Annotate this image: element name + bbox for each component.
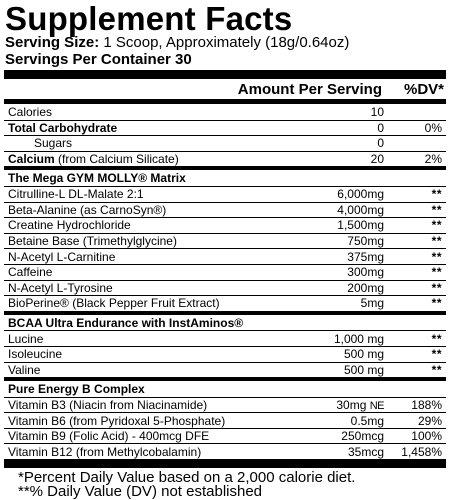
ingredient-amount: 6,000mg xyxy=(337,187,384,202)
ingredient-amount-value: 30mg xyxy=(336,397,367,412)
ingredient-row xyxy=(4,428,446,444)
ingredient-name: Citrulline-L DL-Malate 2:1 xyxy=(8,187,144,202)
ingredient-dv: ** xyxy=(431,347,442,362)
serving-size xyxy=(5,34,446,51)
ingredient-amount: 250mcg xyxy=(341,429,384,444)
energy-title: Pure Energy B Complex xyxy=(8,381,145,396)
nutrient-row xyxy=(4,120,446,136)
nutrient-amount: 0 xyxy=(377,120,384,135)
nutrient-name xyxy=(4,152,278,166)
ingredient-amount: 300mg xyxy=(347,265,384,280)
nutrient-dv: 2% xyxy=(424,152,442,167)
panel-title: Supplement Facts xyxy=(5,0,293,37)
footnotes xyxy=(4,471,446,499)
ingredient-amount: 200mg xyxy=(347,280,384,295)
ingredient-dv: 100% xyxy=(411,429,442,444)
ingredient-name: N-Acetyl L-Carnitine xyxy=(8,249,116,264)
ingredient-name: Vitamin B6 (from Pyridoxal 5-Phosphate) xyxy=(8,413,226,428)
nutrient-amount: 10 xyxy=(370,104,384,119)
ingredient-name: Valine xyxy=(8,362,41,377)
ingredient-dv: ** xyxy=(431,331,442,346)
divider-thick xyxy=(4,459,446,468)
ingredient-row xyxy=(4,362,446,378)
serving-size-value: 1 Scoop, Approximately (18g/0.64oz) xyxy=(103,34,350,51)
ingredient-amount xyxy=(278,398,388,412)
ingredient-row xyxy=(4,186,446,202)
ingredient-amount: 375mg xyxy=(347,249,384,264)
ingredient-dv: ** xyxy=(431,296,442,311)
servings-per-container: Servings Per Container 30 xyxy=(5,51,192,68)
ingredient-name: N-Acetyl L-Tyrosine xyxy=(8,280,113,295)
ingredient-name: Lucine xyxy=(8,331,44,346)
ingredient-name: Betaine Base (Trimethylglycine) xyxy=(8,234,177,249)
ingredient-amount: 500 mg xyxy=(343,347,384,362)
ingredient-row xyxy=(4,264,446,280)
nutrient-dv: 0% xyxy=(424,120,442,135)
nutrient-amount: 0 xyxy=(377,136,384,151)
ingredient-amount: 5mg xyxy=(360,296,384,311)
section-title xyxy=(4,170,446,186)
section-title xyxy=(4,381,446,397)
nutrient-name: Total Carbohydrate xyxy=(8,120,118,135)
footnote-dv: *Percent Daily Value based on a 2,000 calorie diet. xyxy=(18,469,356,487)
ingredient-name: Beta-Alanine (as CarnoSyn®) xyxy=(8,202,167,217)
ingredient-name: Isoleucine xyxy=(8,347,63,362)
serving-size-label: Serving Size: xyxy=(5,34,100,51)
ingredient-dv: 188% xyxy=(411,397,442,412)
ingredient-dv: ** xyxy=(431,234,442,249)
section-title xyxy=(4,315,446,331)
ingredient-dv: ** xyxy=(431,280,442,295)
ingredient-row xyxy=(4,443,446,459)
nutrient-amount: 20 xyxy=(370,152,384,167)
ingredient-amount: 500 mg xyxy=(343,362,384,377)
ingredient-dv: 29% xyxy=(417,413,442,428)
ingredient-dv: ** xyxy=(431,249,442,264)
ingredient-name: Creatine Hydrochloride xyxy=(8,218,131,233)
matrix-section xyxy=(4,170,446,310)
ingredient-row xyxy=(4,202,446,218)
ingredient-row xyxy=(4,330,446,346)
column-header xyxy=(4,79,446,99)
footnote-not-established: **% Daily Value (DV) not established xyxy=(18,483,263,500)
ingredient-dv: ** xyxy=(431,202,442,217)
ingredient-row xyxy=(4,233,446,249)
ingredient-name: BioPerine® (Black Pepper Fruit Extract) xyxy=(8,296,220,311)
nutrient-row xyxy=(4,135,446,151)
ingredient-row xyxy=(4,346,446,362)
ingredient-amount: 1,500mg xyxy=(337,218,384,233)
ingredient-dv: 1,458% xyxy=(401,444,442,459)
energy-section xyxy=(4,381,446,459)
ingredient-name: Vitamin B3 (Niacin from Niacinamide) xyxy=(8,397,208,412)
basic-nutrients xyxy=(4,104,446,166)
amount-column-header: Amount Per Serving xyxy=(237,80,382,98)
nutrient-row xyxy=(4,151,446,167)
nutrient-name-bold: Calcium xyxy=(8,152,55,167)
bcaa-title: BCAA Ultra Endurance with InstAminos® xyxy=(8,315,244,330)
ingredient-row xyxy=(4,397,446,413)
nutrient-name: Sugars xyxy=(34,136,73,151)
ingredient-row xyxy=(4,217,446,233)
ingredient-amount: 0.5mg xyxy=(350,413,384,428)
nutrient-row xyxy=(4,104,446,120)
ingredient-row xyxy=(4,280,446,296)
ingredient-amount: 35mcg xyxy=(347,444,384,459)
ingredient-row xyxy=(4,295,446,311)
matrix-title: The Mega GYM MOLLY® Matrix xyxy=(8,171,186,186)
ingredient-dv: ** xyxy=(431,218,442,233)
ingredient-dv: ** xyxy=(431,362,442,377)
ingredient-name: Vitamin B9 (Folic Acid) - 400mcg DFE xyxy=(8,429,210,444)
ingredient-dv: ** xyxy=(431,265,442,280)
ingredient-amount: 750mg xyxy=(347,234,384,249)
bcaa-section xyxy=(4,315,446,377)
ingredient-name: Caffeine xyxy=(8,265,53,280)
ingredient-row xyxy=(4,248,446,264)
divider-thick xyxy=(4,70,446,79)
ingredient-amount-unit: NE xyxy=(369,399,384,412)
ingredient-dv: ** xyxy=(431,187,442,202)
nutrient-name: Calories xyxy=(8,104,53,119)
ingredient-row xyxy=(4,412,446,428)
supplement-facts-panel xyxy=(4,0,446,500)
dv-column-header: %DV* xyxy=(403,80,444,98)
ingredient-name: Vitamin B12 (from Methylcobalamin) xyxy=(8,444,202,459)
ingredient-amount: 4,000mg xyxy=(337,202,384,217)
ingredient-amount: 1,000 mg xyxy=(333,331,384,346)
nutrient-name-detail: (from Calcium Silicate) xyxy=(54,152,179,167)
